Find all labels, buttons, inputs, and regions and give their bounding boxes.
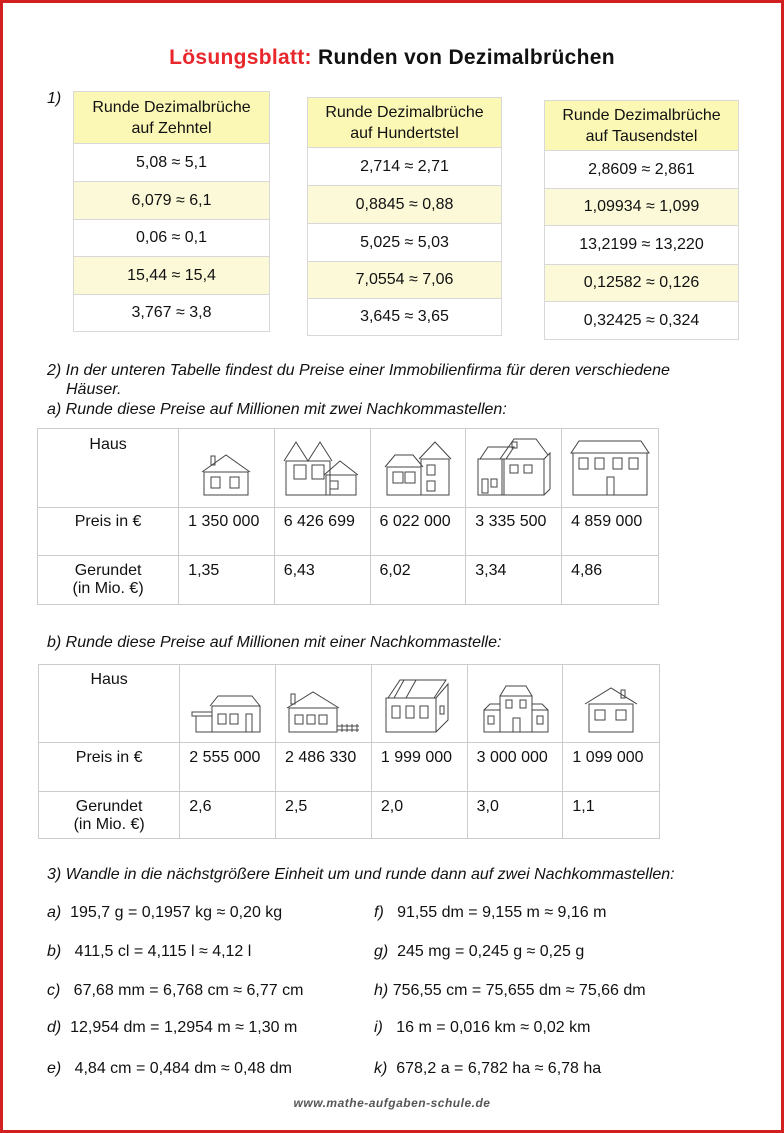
table-row: 13,2199 ≈ 13,220 [545,226,739,265]
house-image [180,665,276,743]
house-icon [383,439,453,497]
house-icon [200,452,252,497]
table-row: 0,8845 ≈ 0,88 [308,186,502,224]
task2b-instruction: b) Runde diese Preise auf Millionen mit einer Nachkommastelle: [47,634,502,651]
exercise-i: i) 16 m = 0,016 km ≈ 0,02 km [374,1019,591,1036]
exercise-c: c) 67,68 mm = 6,768 cm ≈ 6,77 cm [47,982,304,999]
task3-instruction: 3) Wandle in die nächstgrößere Einheit um und runde dann auf zwei Nachkommastellen: [47,866,675,883]
table-row: 1,09934 ≈ 1,099 [545,189,739,226]
price-table-a [37,428,659,605]
house-image [563,665,660,743]
row-label-price: Preis in € [38,508,179,556]
house-icon [567,439,653,497]
exercise-h: h) 756,55 cm = 75,655 dm ≈ 75,66 dm [374,982,646,999]
title-main: Runden von Dezimalbrüchen [317,46,615,69]
row-label-haus: Haus [39,665,180,743]
house-icon [480,684,550,734]
table-row: 2,8609 ≈ 2,861 [545,151,739,189]
table-row: 6,079 ≈ 6,1 [74,182,270,220]
house-image [562,429,659,508]
house-icon [474,435,554,497]
table-row: 0,32425 ≈ 0,324 [545,302,739,340]
price-cell: 6 426 699 [274,508,370,556]
rounded-cell: 6,02 [370,556,466,605]
house-icon [583,686,639,734]
price-cell: 2 555 000 [180,743,276,792]
row-label-haus: Haus [38,429,179,508]
house-icon [382,676,456,734]
exercise-f: f) 91,55 dm = 9,155 m ≈ 9,16 m [374,904,607,921]
exercise-k: k) 678,2 a = 6,782 ha ≈ 6,78 ha [374,1060,602,1077]
rounded-cell: 3,34 [466,556,562,605]
table-row: 3,767 ≈ 3,8 [74,295,270,332]
table-header: Runde Dezimalbrüche auf Tausendstel [545,101,739,151]
house-image [467,665,563,743]
price-cell: 1 999 000 [371,743,467,792]
price-cell: 6 022 000 [370,508,466,556]
row-label-price: Preis in € [39,743,180,792]
table-row: 7,0554 ≈ 7,06 [308,262,502,299]
rounded-cell: 4,86 [562,556,659,605]
task2-intro: 2) In der unteren Tabelle findest du Preise einer Immobilienfirma für deren verschiedene Häuser. [47,362,670,398]
task1-number: 1) [47,90,62,107]
rounded-cell: 3,0 [467,792,563,839]
title-prefix: Lösungsblatt: [169,46,312,69]
table-header: Runde Dezimalbrüche auf Zehntel [74,92,270,144]
price-cell: 3 335 500 [466,508,562,556]
table-row: 5,08 ≈ 5,1 [74,144,270,182]
table-row: 15,44 ≈ 15,4 [74,257,270,295]
price-cell: 3 000 000 [467,743,563,792]
price-cell: 4 859 000 [562,508,659,556]
table-row: 0,12582 ≈ 0,126 [545,265,739,302]
exercise-d: d) 12,954 dm = 1,2954 m ≈ 1,30 m [47,1019,298,1036]
exercise-e: e) 4,84 cm = 0,484 dm ≈ 0,48 dm [47,1060,292,1077]
house-icon [190,692,266,734]
rounded-cell: 6,43 [274,556,370,605]
house-image [276,665,372,743]
house-image [466,429,562,508]
house-icon [282,439,362,497]
rounding-table-thousandths [544,100,739,340]
rounding-table-tenths [73,91,270,332]
task2a-instruction: a) Runde diese Preise auf Millionen mit zwei Nachkommastellen: [47,401,507,418]
price-cell: 2 486 330 [276,743,372,792]
house-icon [285,690,361,734]
rounded-cell: 2,0 [371,792,467,839]
footer-url: www.mathe-aufgaben-schule.de [293,1096,491,1110]
exercise-b: b) 411,5 cl = 4,115 l ≈ 4,12 l [47,943,252,960]
rounding-table-hundredths [307,97,502,336]
page-title [0,46,784,70]
table-row: 2,714 ≈ 2,71 [308,148,502,186]
row-label-rounded: Gerundet (in Mio. €) [38,556,179,605]
exercise-a: a) 195,7 g = 0,1957 kg ≈ 0,20 kg [47,904,283,921]
table-header: Runde Dezimalbrüche auf Hundertstel [308,98,502,148]
rounded-cell: 1,35 [179,556,275,605]
rounded-cell: 2,5 [276,792,372,839]
house-image [179,429,275,508]
price-cell: 1 099 000 [563,743,660,792]
exercise-g: g) 245 mg = 0,245 g ≈ 0,25 g [374,943,585,960]
house-image [274,429,370,508]
house-image [371,665,467,743]
table-row: 5,025 ≈ 5,03 [308,224,502,262]
table-row: 0,06 ≈ 0,1 [74,220,270,257]
table-row: 3,645 ≈ 3,65 [308,299,502,336]
house-image [370,429,466,508]
rounded-cell: 1,1 [563,792,660,839]
price-table-b [38,664,660,839]
price-cell: 1 350 000 [179,508,275,556]
row-label-rounded: Gerundet (in Mio. €) [39,792,180,839]
rounded-cell: 2,6 [180,792,276,839]
